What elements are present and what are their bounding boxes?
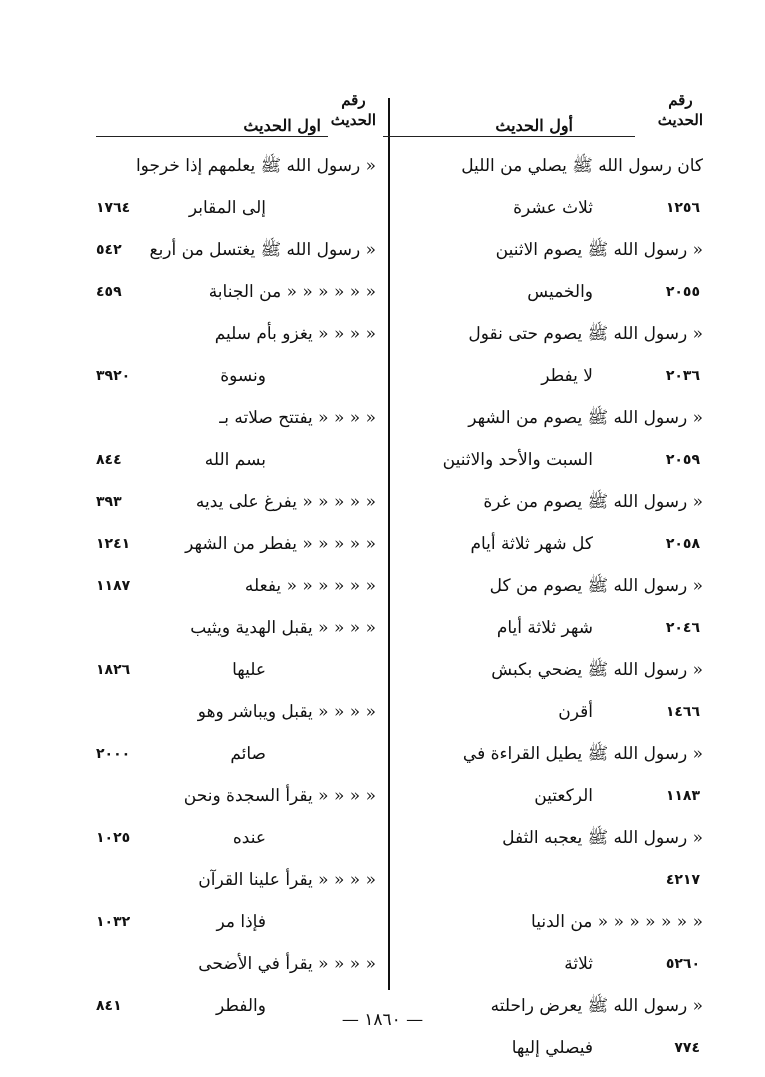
entry-second-line	[383, 271, 703, 313]
hadith-start-heading: أول الحديث	[495, 116, 573, 135]
entry-first-line	[96, 523, 376, 565]
index-entry	[383, 397, 703, 481]
index-entry	[383, 817, 703, 901]
entry-second-line	[96, 187, 376, 229]
entry-second-line	[96, 733, 376, 775]
entry-first-line	[383, 313, 703, 355]
entry-text: « رسول الله ﷺ يصوم من غرة	[483, 492, 703, 512]
entry-continuation: والفطر	[215, 996, 266, 1016]
index-entry	[383, 229, 703, 313]
entry-first-line	[383, 817, 703, 859]
entry-text: كان رسول الله ﷺ يصلي من الليل	[461, 156, 703, 176]
index-entry	[96, 775, 376, 859]
entry-text: « رسول الله ﷺ يصوم الاثنين	[495, 240, 703, 260]
index-entry	[96, 565, 376, 607]
entry-second-line	[96, 901, 376, 943]
entry-text: « رسول الله ﷺ يصوم حتى نقول	[468, 324, 703, 344]
hadith-number-heading: رقم الحديث	[657, 91, 703, 129]
entry-text: « رسول الله ﷺ يعلمهم إذا خرجوا	[135, 156, 376, 176]
hadith-number: ٣٩٣	[96, 494, 122, 510]
right-column-header	[383, 90, 703, 145]
entry-continuation: فإذا مر	[216, 912, 266, 932]
index-entry	[96, 313, 376, 397]
entry-second-line	[96, 817, 376, 859]
entry-second-line	[383, 691, 703, 733]
entry-continuation: عنده	[232, 828, 266, 848]
hadith-number: ٥٢٦٠	[665, 956, 700, 972]
hadith-number: ٢٠٤٦	[665, 620, 700, 636]
entry-continuation: بسم الله	[204, 450, 266, 470]
entry-text: « رسول الله ﷺ يطيل القراءة في	[462, 744, 703, 764]
left-entries	[96, 145, 376, 1027]
entry-second-line	[96, 355, 376, 397]
entry-first-line	[383, 397, 703, 439]
entry-text: « « « « يقبل ويباشر وهو	[197, 702, 376, 722]
entry-text: « « « « يقرأ علينا القرآن	[198, 870, 376, 890]
index-entry	[96, 691, 376, 775]
entry-second-line	[383, 355, 703, 397]
entry-continuation: ثلاثة	[564, 954, 593, 974]
index-entry	[383, 313, 703, 397]
entry-first-line	[96, 943, 376, 985]
entry-continuation: والخميس	[527, 282, 593, 302]
entry-text: « « « « يقرأ في الأضحى	[198, 954, 376, 974]
entry-first-line	[96, 859, 376, 901]
entry-continuation: ونسوة	[220, 366, 266, 386]
entry-first-line	[383, 649, 703, 691]
entry-first-line	[96, 775, 376, 817]
index-entry	[96, 523, 376, 565]
index-entry	[383, 649, 703, 733]
entry-continuation: الركعتين	[534, 786, 593, 806]
entry-continuation: السبت والأحد والاثنين	[442, 450, 593, 470]
hadith-number-heading: رقم الحديث	[330, 91, 376, 129]
hadith-number: ٨٤٤	[96, 452, 122, 468]
entry-first-line	[383, 565, 703, 607]
hadith-number: ٢٠٥٥	[665, 284, 700, 300]
hadith-number: ١٤٦٦	[665, 704, 700, 720]
entry-continuation: صائم	[230, 744, 266, 764]
entry-text: « « « « يغزو بأم سليم	[214, 324, 376, 344]
entry-second-line	[383, 439, 703, 481]
left-column	[96, 90, 376, 1027]
hadith-number: ٨٤١	[96, 998, 122, 1014]
entry-continuation: عليها	[232, 660, 266, 680]
hadith-number: ١٨٢٦	[96, 662, 131, 678]
entry-first-line	[383, 481, 703, 523]
hadith-number: ٢٠٠٠	[96, 746, 131, 762]
entry-first-line	[383, 145, 703, 187]
hadith-number: ٤٥٩	[96, 284, 122, 300]
index-entry	[383, 145, 703, 229]
entry-second-line	[96, 271, 376, 313]
hadith-number: ١٠٣٢	[96, 914, 131, 930]
hadith-number: ١٧٦٤	[96, 200, 131, 216]
index-entry	[96, 397, 376, 481]
entry-continuation: كل شهر ثلاثة أيام	[470, 534, 593, 554]
entry-continuation: ثلاث عشرة	[513, 198, 593, 218]
entry-text: « « « « « يفطر من الشهر	[185, 534, 376, 554]
index-entry	[383, 901, 703, 985]
index-entry	[96, 145, 376, 229]
index-entry	[383, 481, 703, 565]
hadith-number: ٣٩٢٠	[96, 368, 131, 384]
hadith-number: ٧٧٤	[674, 1040, 700, 1056]
index-entry	[383, 565, 703, 649]
index-entry	[96, 607, 376, 691]
hadith-number: ١٢٥٦	[665, 200, 700, 216]
entry-first-line	[96, 313, 376, 355]
right-column	[383, 90, 703, 1069]
index-entry	[96, 859, 376, 943]
entry-first-line	[96, 565, 376, 607]
entry-continuation: إلى المقابر	[188, 198, 266, 218]
entry-first-line	[383, 901, 703, 943]
hadith-number: ١١٨٧	[96, 578, 131, 594]
entry-continuation: شهر ثلاثة أيام	[496, 618, 593, 638]
entry-second-line	[383, 607, 703, 649]
left-column-header	[96, 90, 376, 145]
hadith-number: ١٢٤١	[96, 536, 131, 552]
entry-continuation: أقرن	[558, 702, 593, 722]
entry-text: « رسول الله ﷺ يعجبه الثفل	[502, 828, 703, 848]
entry-text: « رسول الله ﷺ يغتسل من أربع	[149, 240, 376, 260]
entry-first-line	[383, 229, 703, 271]
entry-continuation: فيصلي إليها	[511, 1038, 593, 1058]
right-entries	[383, 145, 703, 1069]
entry-first-line	[96, 691, 376, 733]
index-entry	[96, 481, 376, 523]
entry-second-line	[383, 523, 703, 565]
page-number: — ١٨٦٠ —	[341, 1010, 424, 1030]
hadith-number: ١٠٢٥	[96, 830, 131, 846]
entry-first-line	[96, 229, 376, 271]
entry-text: « « « « « يفرغ على يديه	[195, 492, 376, 512]
entry-text: « رسول الله ﷺ يضحي بكبش	[491, 660, 703, 680]
entry-second-line	[96, 649, 376, 691]
entry-first-line	[96, 145, 376, 187]
entry-second-line	[383, 775, 703, 817]
hadith-number: ١١٨٣	[665, 788, 700, 804]
entry-first-line	[96, 607, 376, 649]
entry-continuation: لا يفطر	[541, 366, 593, 386]
hadith-number: ٥٤٢	[96, 242, 122, 258]
entry-first-line	[383, 733, 703, 775]
entry-text: « « « « يفتتح صلاته بـ	[219, 408, 376, 428]
hadith-number: ٢٠٣٦	[665, 368, 700, 384]
entry-text: « « « « « « يفعله	[244, 576, 376, 596]
entry-second-line	[383, 1027, 703, 1069]
hadith-number: ٤٢١٧	[665, 872, 700, 888]
entry-first-line	[96, 397, 376, 439]
entry-first-line	[96, 481, 376, 523]
entry-text: « « « « يقبل الهدية ويثيب	[190, 618, 376, 638]
entry-continuation: « « « « « « من الجنابة	[208, 282, 376, 302]
entry-text: « « « « « « « من الدنيا	[531, 912, 703, 932]
index-entry	[96, 229, 376, 313]
header-rule	[96, 136, 328, 137]
entry-second-line	[96, 439, 376, 481]
entry-second-line	[383, 187, 703, 229]
hadith-number: ٢٠٥٨	[665, 536, 700, 552]
entry-text: « رسول الله ﷺ يعرض راحلته	[490, 996, 703, 1016]
header-rule	[383, 136, 635, 137]
entry-text: « رسول الله ﷺ يصوم من الشهر	[468, 408, 703, 428]
hadith-start-heading: اول الحديث	[243, 116, 321, 135]
index-entry	[383, 733, 703, 817]
entry-text: « رسول الله ﷺ يصوم من كل	[489, 576, 703, 596]
entry-second-line	[383, 859, 703, 901]
entry-second-line	[383, 943, 703, 985]
entry-text: « « « « يقرأ السجدة ونحن	[183, 786, 376, 806]
hadith-number: ٢٠٥٩	[665, 452, 700, 468]
